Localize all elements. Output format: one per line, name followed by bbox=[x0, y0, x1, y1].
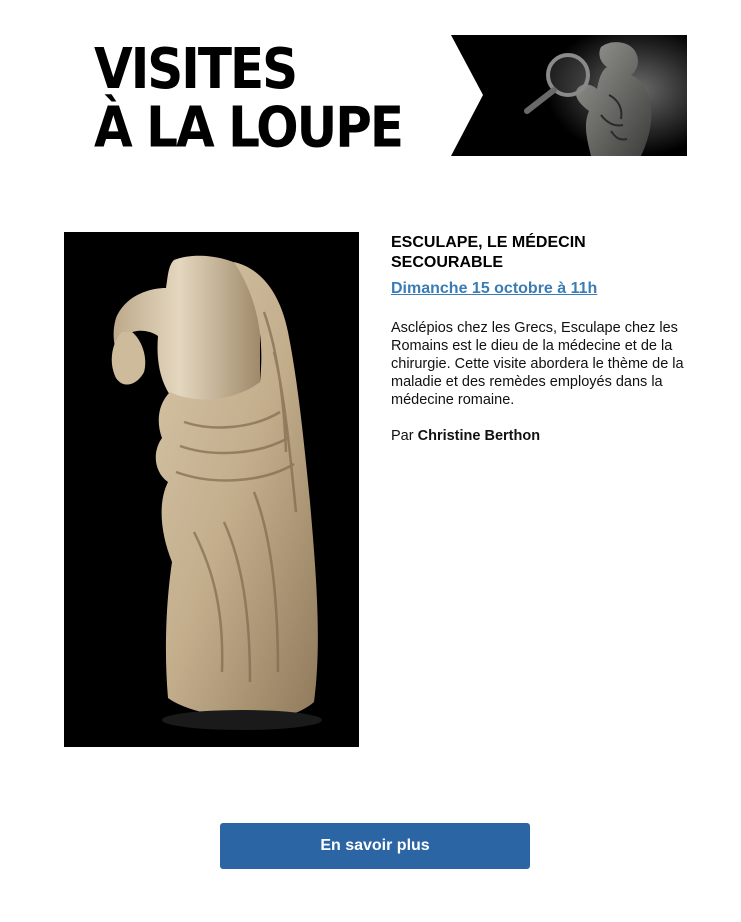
event-author bbox=[391, 427, 691, 445]
event-date-link[interactable]: Dimanche 15 octobre à 11h bbox=[391, 280, 598, 297]
event-info bbox=[391, 233, 691, 445]
learn-more-button[interactable]: En savoir plus bbox=[220, 823, 530, 869]
brand-title-line1: VISITES bbox=[94, 36, 297, 102]
author-name: Christine Berthon bbox=[417, 428, 541, 444]
author-prefix: Par bbox=[391, 428, 414, 444]
statue-image bbox=[64, 232, 359, 747]
statue-illustration bbox=[64, 232, 359, 747]
event-description: Asclépios chez les Grecs, Esculape chez les Romains est le dieu de la médecine et de la chirurgie. Cette visite abordera le thème de la maladie et des remèdes employés dans la médecine romaine. bbox=[391, 320, 684, 408]
header-banner bbox=[451, 35, 687, 156]
banner-image bbox=[451, 35, 687, 156]
brand-title bbox=[94, 36, 403, 160]
event-title: ESCULAPE, LE MÉDECIN SECOURABLE bbox=[391, 234, 586, 271]
brand-title-line2: À LA LOUPE bbox=[94, 94, 403, 160]
